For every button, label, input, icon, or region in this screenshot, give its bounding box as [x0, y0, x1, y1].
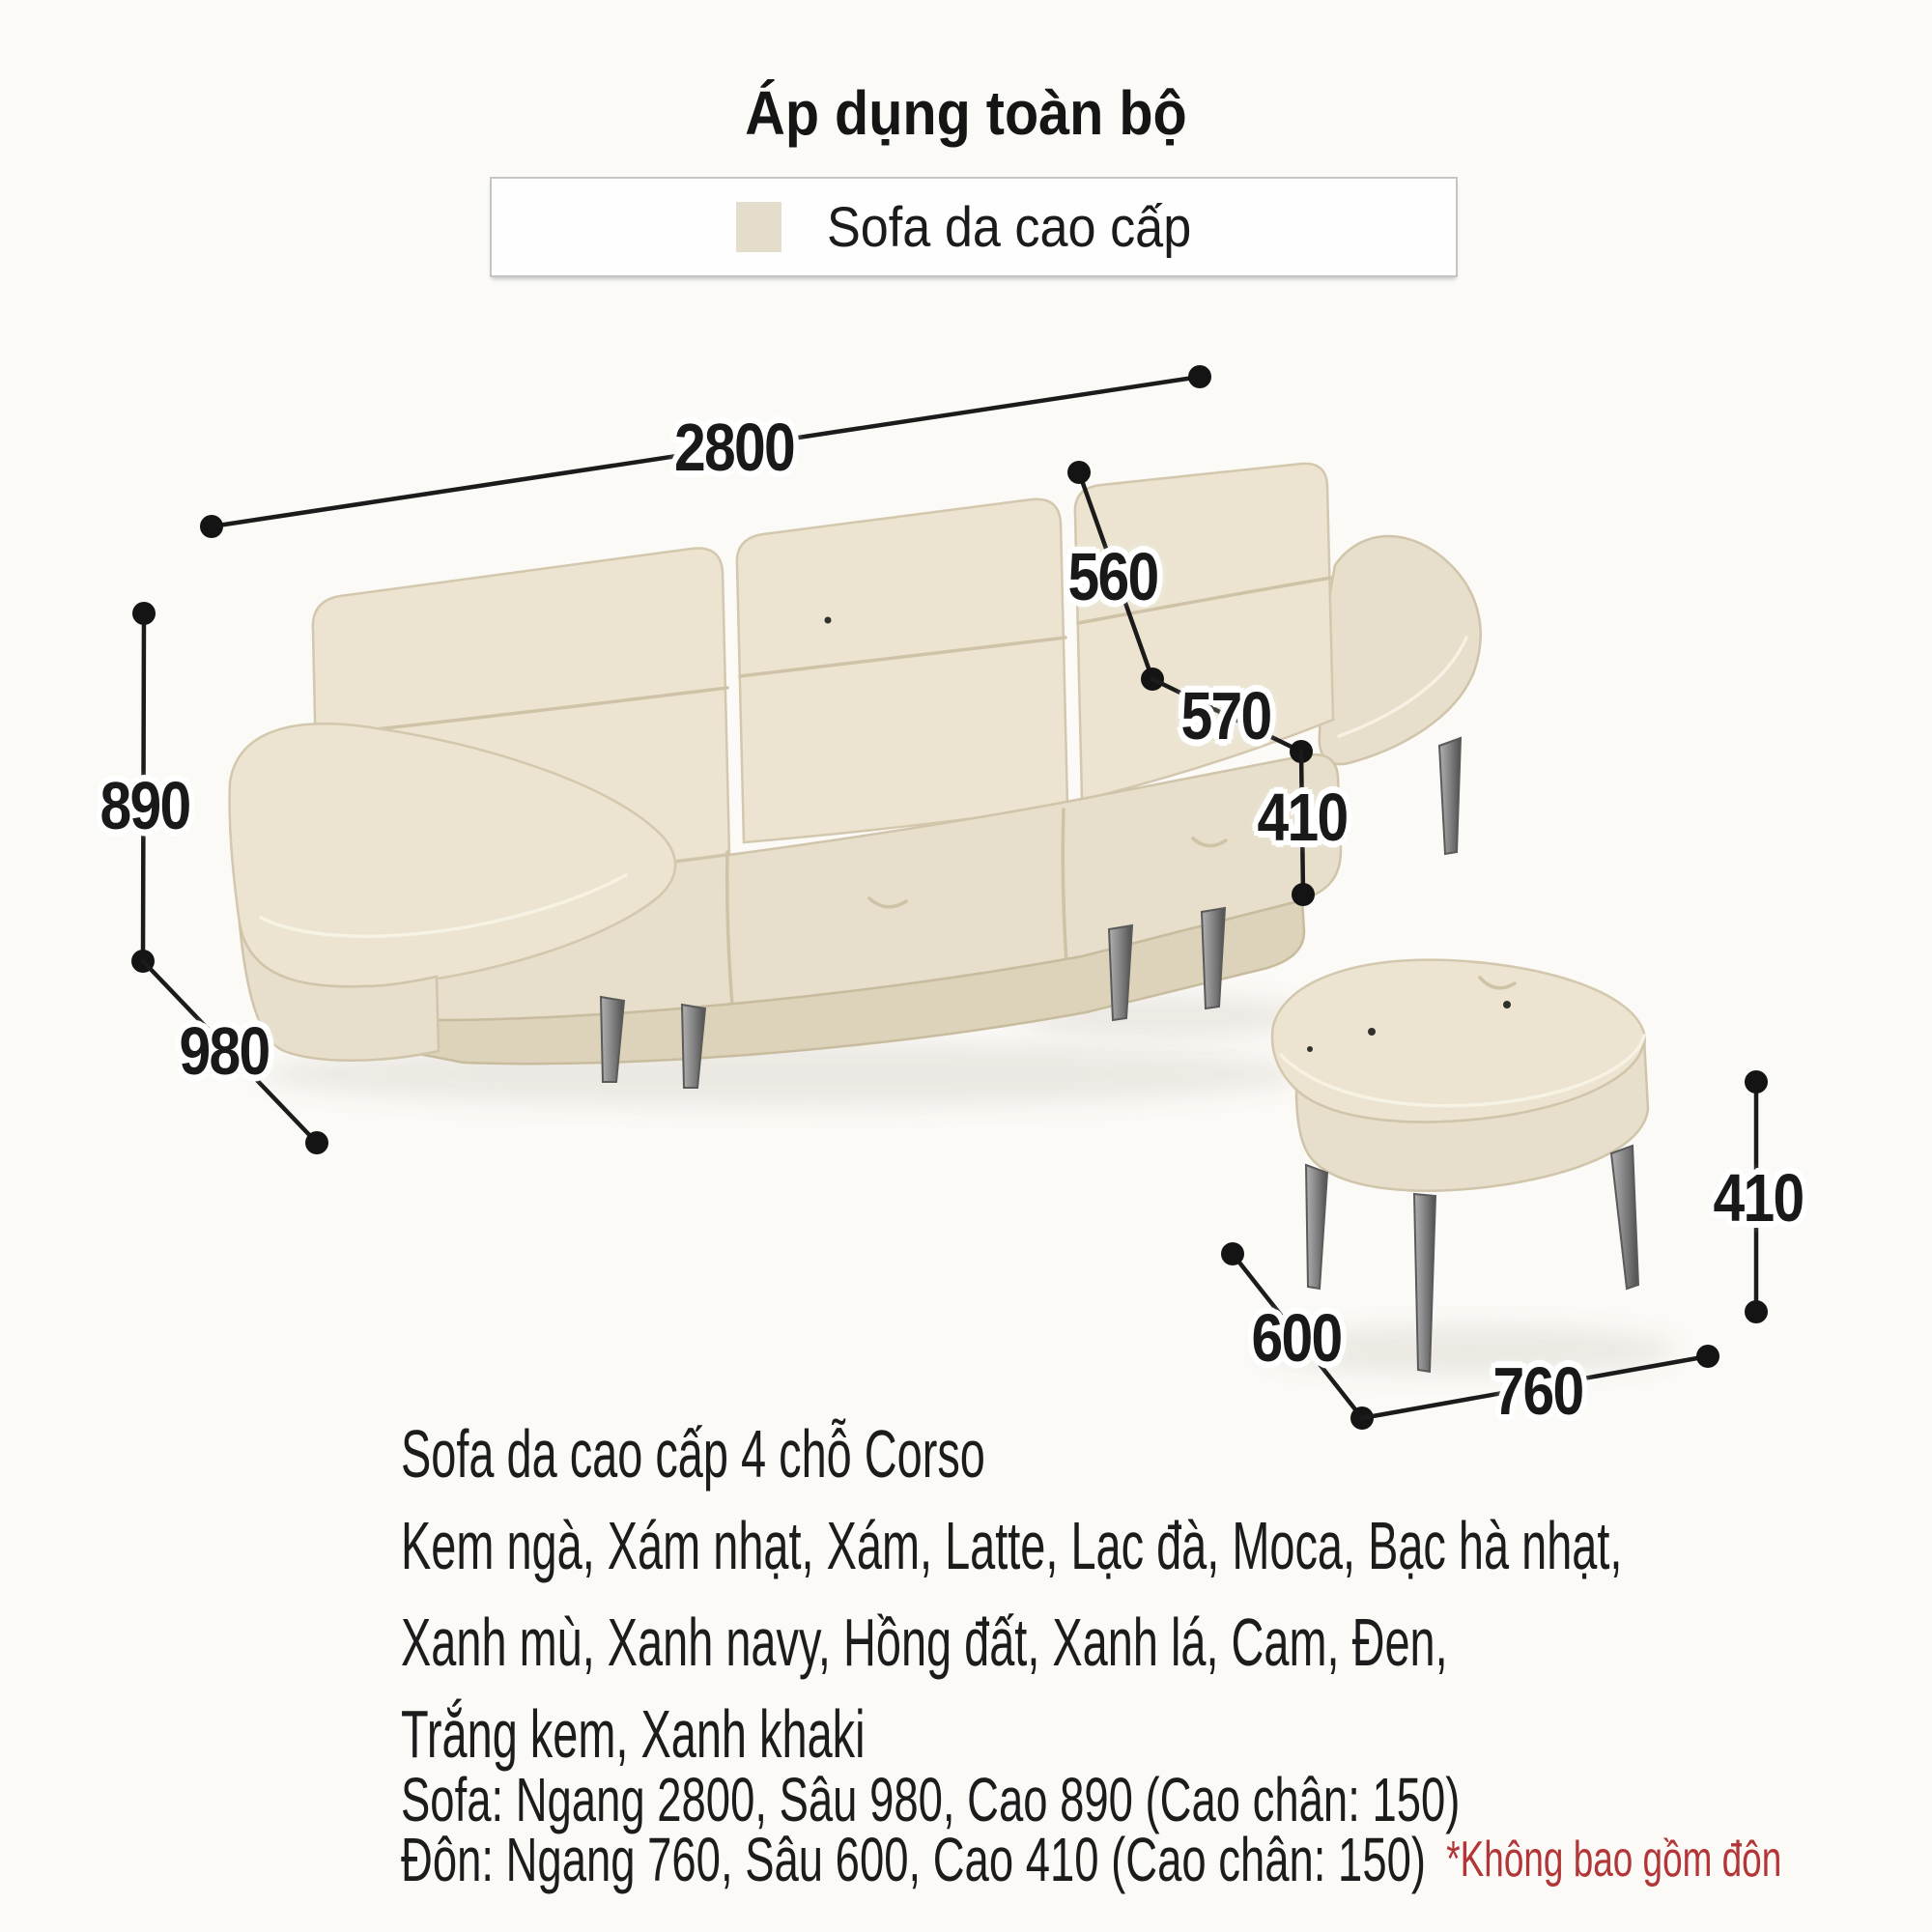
ottoman-leg: [1611, 1146, 1638, 1289]
product-name: Sofa da cao cấp 4 chỗ Corso: [401, 1416, 985, 1492]
dim-back-height-label: 560: [1067, 539, 1158, 614]
spec-sofa: Sofa: Ngang 2800, Sâu 980, Cao 890 (Cao chân: 150): [401, 1765, 1461, 1834]
spec-ottoman-row: [401, 1821, 1781, 1903]
sofa-leg: [1202, 908, 1225, 1009]
dim-sofa-depth-label: 980: [179, 1013, 270, 1089]
sofa-leg-far-right: [1439, 738, 1461, 854]
dim-seat-depth-label: 570: [1180, 678, 1271, 753]
color-options-line: Trắng kem, Xanh khaki: [401, 1696, 866, 1772]
page-title: Áp dụng toàn bộ: [745, 78, 1187, 148]
dim-ottoman-height-label: 410: [1713, 1160, 1804, 1236]
dim-seat-height-label: 410: [1257, 780, 1348, 855]
legend-label: Sofa da cao cấp: [826, 195, 1192, 259]
dim-ottoman-depth-label: 600: [1251, 1300, 1342, 1376]
ottoman-leg: [1306, 1165, 1327, 1289]
exclusion-note: *Không bao gồm đôn: [1446, 1832, 1782, 1888]
color-options-line: Xanh mù, Xanh navy, Hồng đất, Xanh lá, Cam, Đen,: [401, 1605, 1448, 1680]
dim-ottoman-width-label: 760: [1492, 1353, 1583, 1429]
sofa-right-arm: [1320, 536, 1481, 764]
dim-sofa-height-label: 890: [99, 768, 190, 843]
spec-ottoman: Đôn: Ngang 760, Sâu 600, Cao 410 (Cao chân: 150): [401, 1825, 1427, 1894]
dim-sofa-width-label: 2800: [673, 410, 795, 485]
color-options-line: Kem ngà, Xám nhạt, Xám, Latte, Lạc đà, Moca, Bạc hà nhạt,: [401, 1508, 1623, 1583]
